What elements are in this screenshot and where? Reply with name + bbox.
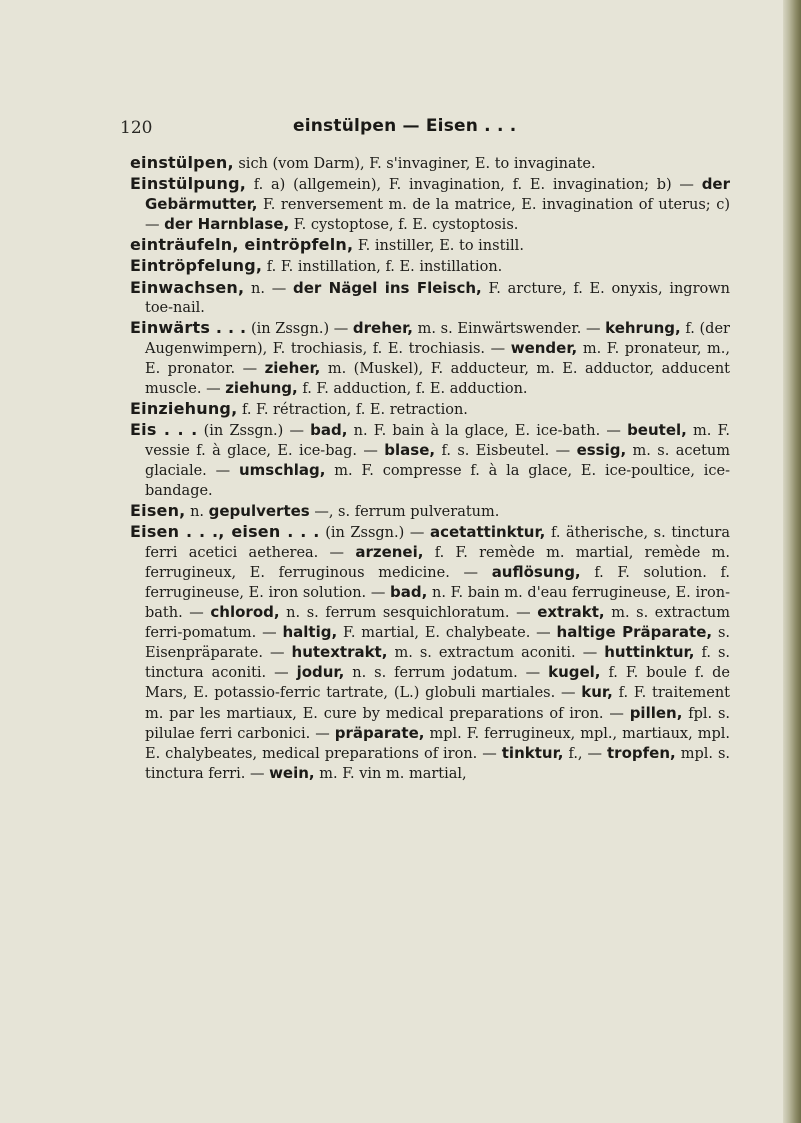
entry-text: f. F. remède m. martial, remède m. ferrugineux, E. ferruginous medicine. — <box>145 544 730 581</box>
entry-subheadword: blase, <box>384 441 436 460</box>
entry-subheadword: pillen, <box>629 703 683 722</box>
entry-subheadword: beutel, <box>627 421 687 440</box>
entry-text: f. a) (allgemein), F. invagination, f. E. invagination; b) — <box>246 177 702 194</box>
entry-subheadword: der Harnblase, <box>164 215 290 234</box>
entry-text: s. Eisenpräparate. — <box>145 625 730 662</box>
entry-subheadword: ziehung, <box>225 379 298 398</box>
entry-text: mpl. s. tinctura ferri. — <box>145 745 731 782</box>
entry-subheadword: auflösung, <box>491 562 581 581</box>
entry-subheadword: haltige Präparate, <box>556 623 713 642</box>
entry-headword: Eis . . . <box>130 420 198 440</box>
entry-subheadword: haltig, <box>282 623 338 642</box>
entry-subheadword: hutextrakt, <box>291 643 388 662</box>
dictionary-entry <box>130 501 730 522</box>
entry-text: F. cystoptose, f. E. cystoptosis. <box>289 217 519 234</box>
entry-text: f. s. tinctura aconiti. — <box>145 645 731 682</box>
entry-text: f. F. instillation, f. E. instillation. <box>262 259 503 276</box>
entry-text: m. s. Einwärtswender. — <box>412 320 606 337</box>
entry-headword: Einstülpung, <box>130 174 247 194</box>
page-number: 120 <box>120 118 153 138</box>
entry-text: F. martial, E. chalybeate. — <box>337 625 557 642</box>
entry-text: F. instiller, E. to instill. <box>353 238 524 255</box>
entry-text: F. arcture, f. E. onyxis, ingrown toe-nail. <box>145 280 731 316</box>
entry-text: m. F. pronateur, m., E. pronator. — <box>145 340 731 377</box>
entry-text: m. (Muskel), F. adducteur, m. E. adductor, adducent muscle. — <box>145 360 731 398</box>
entry-subheadword: arzenei, <box>355 542 424 561</box>
entry-headword: einträufeln, eintröpfeln, <box>130 235 354 255</box>
entry-text: m. s. acetum glaciale. — <box>145 443 730 480</box>
entry-text: (in Zssgn.) — <box>197 423 311 440</box>
entry-text: —, s. ferrum pulveratum. <box>309 503 500 520</box>
entry-subheadword: essig, <box>576 441 627 460</box>
entry-subheadword: der Nägel ins Fleisch, <box>292 278 482 297</box>
entry-text: m. s. extractum ferri-pomatum. — <box>145 605 730 642</box>
entry-subheadword: huttinktur, <box>604 643 695 662</box>
entry-subheadword: acetattinktur, <box>430 522 546 541</box>
entry-subheadword: tropfen, <box>607 743 676 762</box>
entry-text: (in Zssgn.) — <box>319 524 430 541</box>
page-header <box>120 116 720 142</box>
entry-text: n. — <box>244 280 293 297</box>
entry-headword: Eisen, <box>130 500 186 520</box>
entry-text: n. <box>185 503 209 520</box>
entry-subheadword: wein, <box>269 763 315 782</box>
entry-subheadword: dreher, <box>352 318 413 337</box>
dictionary-entry <box>130 235 730 256</box>
entry-text: f. F. adduction, f. E. adduction. <box>297 381 528 398</box>
entry-text: (in Zssgn.) — <box>246 320 353 337</box>
entry-subheadword: präparate, <box>334 723 425 742</box>
entry-subheadword: bad, <box>390 582 428 601</box>
entry-text: f., — <box>563 745 608 762</box>
entry-headword: Einwärts . . . <box>130 317 247 337</box>
dictionary-entry <box>130 522 730 784</box>
entry-subheadword: kur, <box>581 683 613 702</box>
entry-text: m. F. vin m. martial, <box>314 765 467 782</box>
entry-subheadword: bad, <box>310 421 348 440</box>
entry-subheadword: extrakt, <box>537 603 605 622</box>
entry-subheadword: zieher, <box>264 358 321 377</box>
entry-subheadword: kehrung, <box>605 318 681 337</box>
dictionary-entry <box>130 153 730 174</box>
dictionary-entry <box>130 174 730 235</box>
entry-headword: Eisen . . ., eisen . . . <box>130 521 320 541</box>
entry-subheadword: chlorod, <box>210 603 280 622</box>
entry-subheadword: wender, <box>510 338 578 357</box>
entry-text: f. (der Augenwimpern), F. trochiasis, f. E. trochiasis. — <box>145 320 730 357</box>
dictionary-entry <box>130 256 730 277</box>
entry-text: f. s. Eisbeutel. — <box>435 443 577 460</box>
entry-text: fpl. s. pilulae ferri carbonici. — <box>145 705 730 742</box>
entry-subheadword: gepulvertes <box>208 501 310 520</box>
dictionary-entry <box>130 420 730 500</box>
dictionary-entry <box>130 399 730 420</box>
entry-text: n. s. ferrum sesquichloratum. — <box>279 605 538 622</box>
entry-headword: Einwachsen, <box>130 277 245 297</box>
entry-text: f. F. rétraction, f. E. retraction. <box>237 402 468 419</box>
entry-subheadword: kugel, <box>548 663 601 682</box>
entry-text: n. F. bain m. d'eau ferrugineuse, E. iron-bath. — <box>145 584 731 622</box>
entry-subheadword: umschlag, <box>238 461 326 480</box>
entry-text: f. F. solution. f. ferrugineuse, E. iron solution. — <box>145 564 730 601</box>
entry-subheadword: jodur, <box>296 663 345 682</box>
entry-text: m. F. compresse f. à la glace, E. ice-poultice, ice-bandage. <box>145 463 731 499</box>
dictionary-entry <box>130 318 730 399</box>
entry-text: mpl. F. ferrugineux, mpl., martiaux, mpl. E. chalybeates, medical preparations of iron. — <box>145 725 730 762</box>
entry-text: f. F. traitement m. par les martiaux, E. cure by medical preparations of iron. — <box>145 685 730 722</box>
entry-subheadword: tinktur, <box>501 743 564 762</box>
entry-text: f. F. boule f. de Mars, E. potassio-ferric tartrate, (L.) globuli martiales. — <box>145 665 730 702</box>
entry-text: m. F. vessie f. à glace, E. ice-bag. — <box>145 423 730 460</box>
entry-headword: Eintröpfelung, <box>130 256 263 276</box>
entry-text: n. s. ferrum jodatum. — <box>344 665 549 682</box>
entry-headword: Einziehung, <box>130 399 238 419</box>
entry-headword: einstülpen, <box>130 153 234 172</box>
entry-text: n. F. bain à la glace, E. ice-bath. — <box>347 423 628 440</box>
entry-text: sich (vom Darm), F. s'invaginer, E. to invaginate. <box>233 156 596 172</box>
dictionary-entries <box>130 153 730 784</box>
running-head: einstülpen — Eisen . . . <box>293 116 517 136</box>
entry-text: f. ätherische, s. tinctura ferri acetici aetherea. — <box>145 524 731 561</box>
entry-subheadword: der Gebärmutter, <box>145 175 730 214</box>
dictionary-entry <box>130 278 730 318</box>
page-edge-shadow <box>783 0 801 1123</box>
entry-text: m. s. extractum aconiti. — <box>387 645 605 662</box>
entry-text: F. renversement m. de la matrice, E. invagination of uterus; c) — <box>145 197 730 234</box>
